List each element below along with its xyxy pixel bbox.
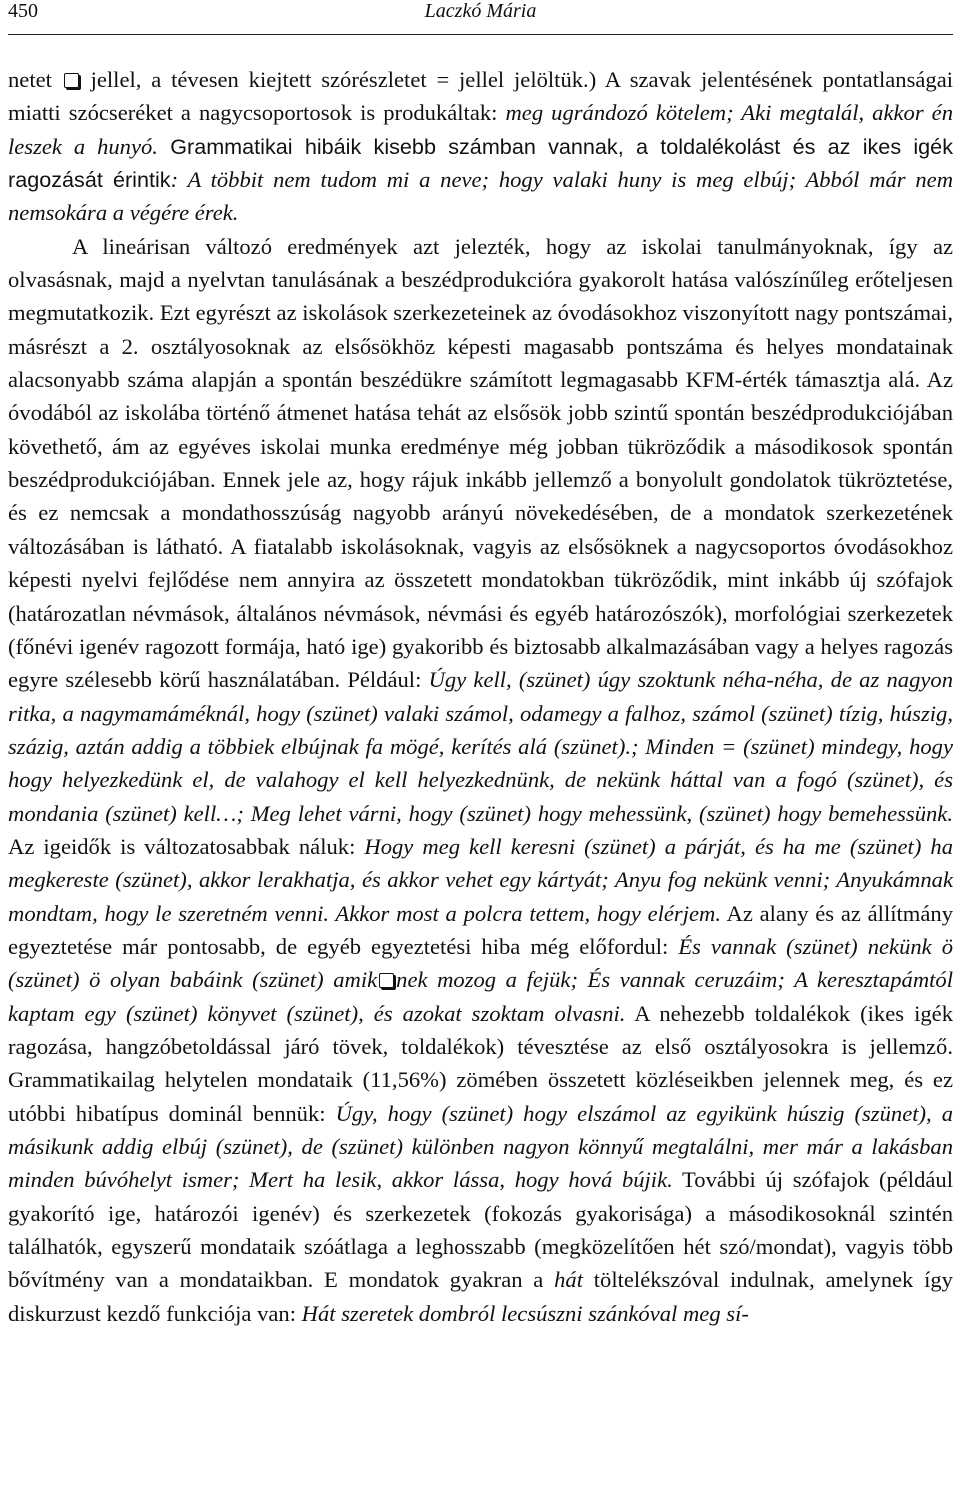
example-quote: És vannak (szünet) nekünk ö (szünet) ö olyan babáink (szünet) amik	[8, 933, 953, 993]
example-quote: Úgy kell, (szünet) úgy szoktunk néha-néha, de az nagyon ritka, a nagymamáméknál, hogy (szünet) valaki számol, odamegy a falhoz, számol (szünet) tízig, húszig, százig, aztán addig a többiek elbújnak fa mögé, kerítés alá (szünet).; Minden = (szünet) mindegy, hogy hogy helyezkedünk el, de valahogy el kell helyezkednünk, de nekünk háttal van a fogó (szünet), és mondania (szünet) kell…; Meg lehet várni, hogy (szünet) hogy mehessünk, (szünet) hogy bemehessünk.	[8, 667, 953, 826]
running-title: Laczkó Mária	[424, 0, 537, 22]
page-number: 450	[8, 0, 38, 22]
example-quote: : A többit nem tudom mi a neve; hogy valaki huny is meg elbúj; Abból már nem nemsokára a végére érek.	[8, 167, 954, 226]
text-run: Az alany és az állítmány egyeztetése már pontosabb, de egyéb egyeztetési hiba még előfordul:	[8, 900, 953, 959]
example-quote: Hogy meg kell keresni (szünet) a párját, és ha me (szünet) ha megkereste (szünet), akkor lerakhatja, és akkor vehet egy kártyát; Anyu fog nekünk venni; Anyukámnak mondtam, hogy le szeretném venni. Akkor most a polcra tettem, hogy elérjem.	[8, 833, 953, 926]
text-run: jellel, a tévesen kiejtett szórészletet = jellel jelöltük.) A szavak jelentésének pontatlanságai miatti szócseréket a nagycsoportosok is produkáltak:	[8, 67, 954, 126]
example-quote: meg ugrándozó kötelem; Aki megtalál, akkor én leszek a hunyó.	[8, 100, 953, 159]
shadowed-box-glyph-icon	[379, 973, 394, 988]
example-quote: nek mozog a fejük; És vannak ceruzáim; A keresztapámtól kaptam egy (szünet) könyvet (szünet), és azokat szoktam olvasni.	[8, 967, 953, 1026]
text-run: További új szófajok (például gyakorító ige, határozói igenév) és szerkezetek (fokozás gyakorisága) a másodikosoknál szintén találhatók, egyszerű mondataik szóátlaga a leghosszabb (megközelítően hét szó/mondat), vagyis több bővítmény van a mondataikban. E mondatok gyakran a	[8, 1167, 953, 1293]
page-header	[8, 0, 953, 28]
text-run: Grammatikai hibáik kisebb számban vannak, a toldalékolást és az ikes igék ragozását érintik	[8, 133, 953, 193]
body-text	[8, 63, 953, 1330]
text-run: töltelékszóval indulnak, amelynek így diskurzust kezdő funkciója van:	[8, 1267, 953, 1326]
paragraph-2	[8, 230, 953, 1330]
text-run: Az igeidők is változatosabbak náluk:	[8, 833, 365, 859]
example-word: hát	[554, 1267, 583, 1293]
text-run: A lineárisan változó eredmények azt jelezték, hogy az iskolai tanulmányoknak, így az olvasásnak, majd a nyelvtan tanulásának a beszédprodukcióra gyakorolt hatása valószínűleg erőteljesen megmutatkozik. Ezt egyrészt az iskolások szerkezeteinek az óvodásokhoz viszonyított nagy pontszámai, másrészt a 2. osztályosoknak az elsősökhöz képesti magasabb pontszáma és helyes mondatainak alacsonyabb száma alapján a spontán beszédükre számított legmagasabb KFM-érték támasztja alá. Az óvodából az iskolába történő átmenet hatása tehát az elsősök jobb szintű spontán beszédprodukciójában követhető, ám az egyéves iskolai munka eredménye még jobban tükröződik a másodikosok spontán beszédprodukciójában. Ennek jele az, hogy rájuk inkább jellemző a bonyolult gondolatok tükröztetése, és ez nemcsak a mondathosszúság nagyobb arányú növekedésében, de a mondatok szerkezetének változásában is látható. A fiatalabb iskolásoknak, vagyis az elsősöknek a nagycsoportos óvodásokhoz képesti nyelvi fejlődése nem annyira az összetett mondatokban tükröződik, mint inkább új szófajok (határozatlan névmások, általános névmások, névmási és egyéb határozószók), morfológiai szerkezetek (főnévi igenév ragozott formája, ható ige) gyakoribb és biztosabb alkalmazásában vagy a helyes ragozás egyre szélesebb körű használatában. Például:	[8, 233, 953, 693]
text-run: A nehezebb toldalékok (ikes igék ragozása, hangzóbetoldással járó tövek, toldalékok) tévesztése az első osztályosokra is jellemző. Grammatikailag helytelen mondataik (11,56%) zömében összetett közléseikben jelennek meg, és ez utóbbi hibatípus dominál bennük:	[8, 1000, 953, 1126]
text-run: netet	[8, 67, 62, 92]
shadowed-box-glyph-icon	[64, 73, 79, 88]
example-quote: Hát szeretek dombról lecsúszni szánkóval meg sí-	[301, 1300, 749, 1326]
paragraph-1	[8, 63, 953, 230]
example-quote: Úgy, hogy (szünet) hogy elszámol az egyikünk húszig (szünet), a másikunk addig elbúj (szünet), de (szünet) különben nagyon könnyű megtalálni, mer már a lakásban minden búvóhelyt ismer; Mert ha lesik, akkor lássa, hogy hová bújik.	[8, 1100, 953, 1193]
header-rule	[8, 34, 953, 35]
